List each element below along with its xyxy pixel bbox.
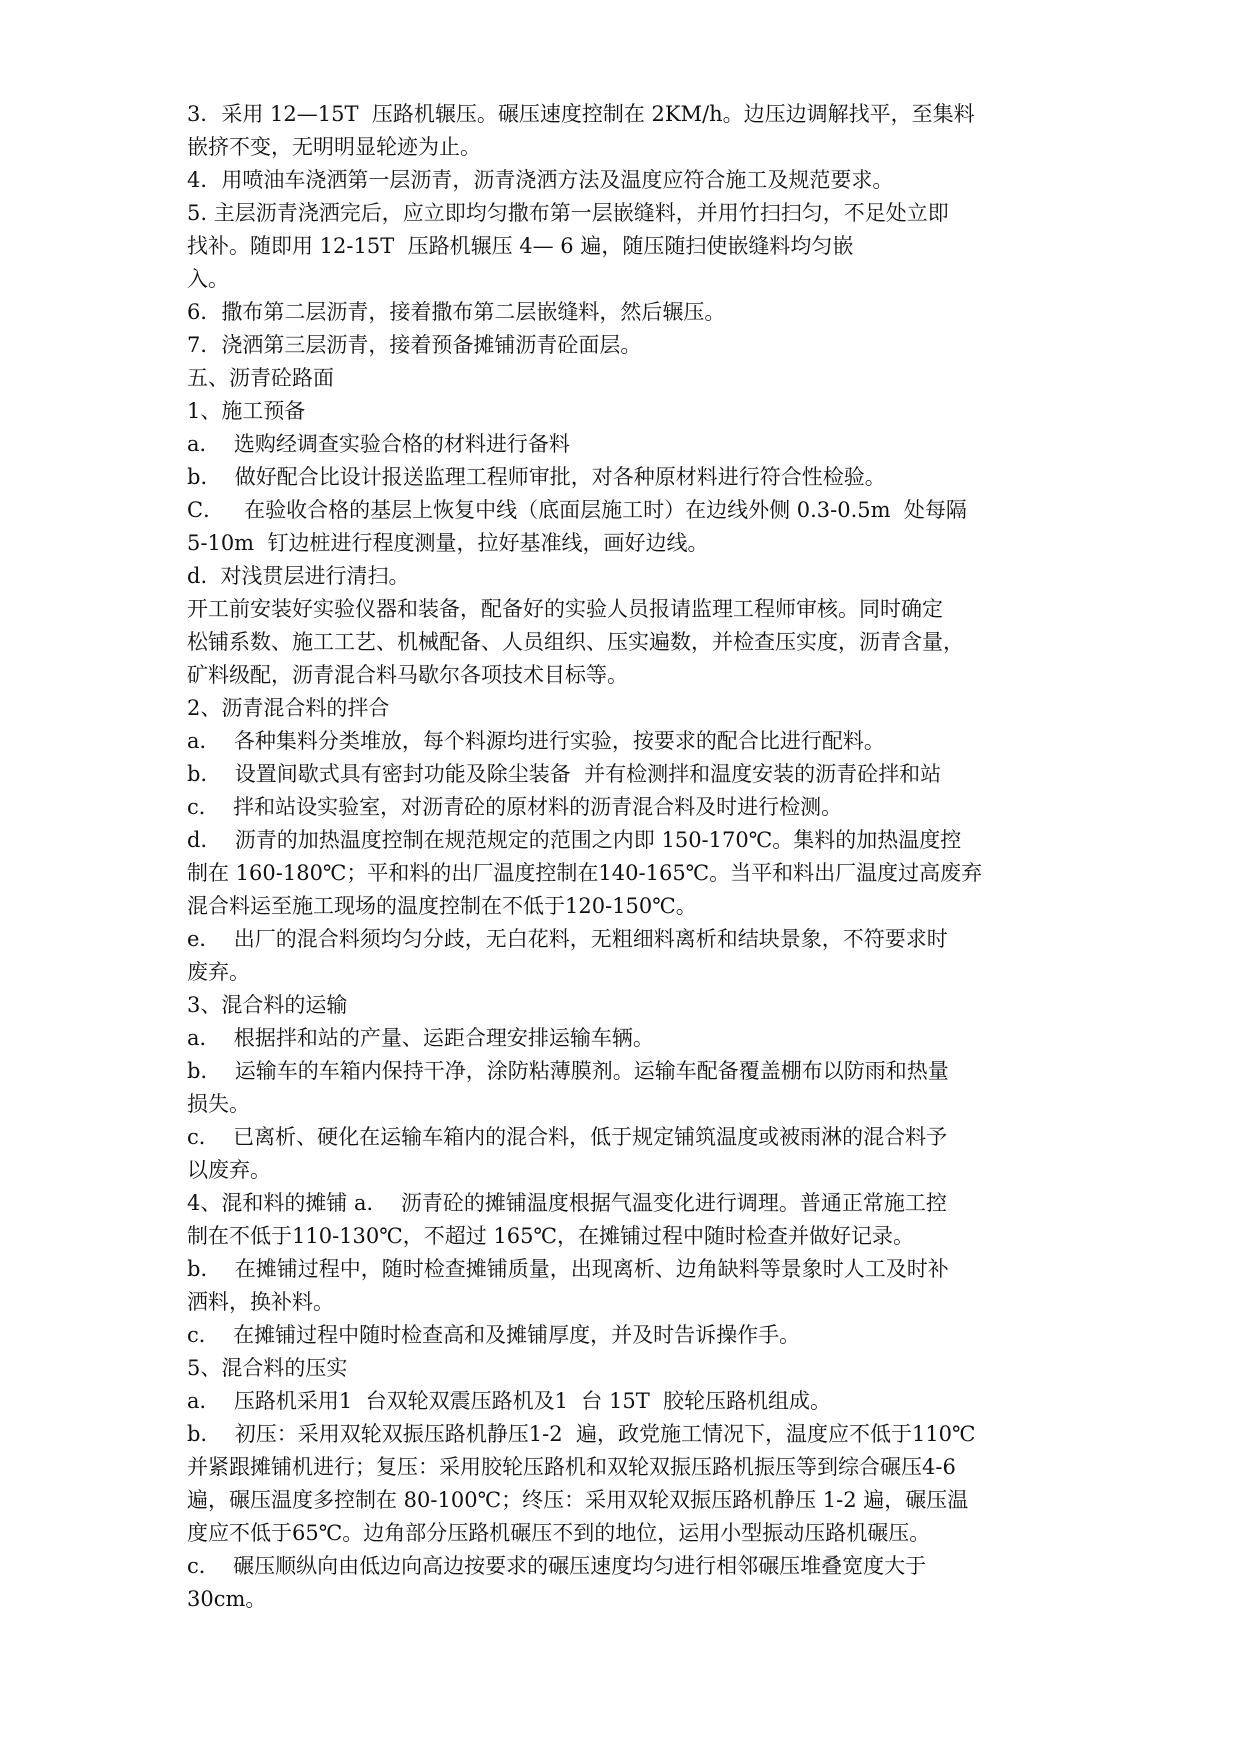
text-line: a． 根据拌和站的产量、运距合理安排运输车辆。 — [187, 1026, 654, 1050]
subsection-heading: 5、混合料的压实 — [187, 1356, 348, 1380]
text-line: c． 已离析、硬化在运输车箱内的混合料，低于规定铺筑温度或被雨淋的混合料予 — [187, 1125, 948, 1149]
text-line: 5. 主层沥青浇洒完后，应立即均匀撒布第一层嵌缝料，并用竹扫扫匀，不足处立即 — [187, 201, 949, 225]
text-line: b． 运输车的车箱内保持干净，涂防粘薄膜剂。运输车配备覆盖棚布以防雨和热量 — [187, 1059, 949, 1083]
text-line: 7．浇洒第三层沥青，接着预备摊铺沥青砼面层。 — [187, 333, 642, 357]
text-line: c． 在摊铺过程中随时检查高和及摊铺厚度，并及时告诉操作手。 — [187, 1323, 801, 1347]
text-line: 入。 — [187, 267, 229, 291]
text-line: 找补。随即用 12-15T 压路机辗压 4— 6 遍，随压随扫使嵌缝料均匀嵌 — [187, 234, 854, 258]
text-line: 并紧跟摊铺机进行；复压：采用胶轮压路机和双轮双振压路机振压等到综合碾压4-6 — [187, 1455, 956, 1479]
text-line: e． 出厂的混合料须均匀分歧，无白花料，无粗细料离析和结块景象，不符要求时 — [187, 927, 948, 951]
text-line: 4．用喷油车浇洒第一层沥青，沥青浇洒方法及温度应符合施工及规范要求。 — [187, 168, 894, 192]
text-line: b． 做好配合比设计报送监理工程师审批，对各种原材料进行符合性检验。 — [187, 465, 886, 489]
text-line: 开工前安装好实验仪器和装备，配备好的实验人员报请监理工程师审核。同时确定 — [187, 597, 943, 621]
text-line: b． 在摊铺过程中，随时检查摊铺质量，出现离析、边角缺料等景象时人工及时补 — [187, 1257, 949, 1281]
subsection-heading: 4、混和料的摊铺 a． 沥青砼的摊铺温度根据气温变化进行调理。普通正常施工控 — [187, 1191, 947, 1215]
text-line: a． 各种集料分类堆放，每个料源均进行实验，按要求的配合比进行配料。 — [187, 729, 885, 753]
text-line: a． 选购经调查实验合格的材料进行备料 — [187, 432, 570, 456]
text-line: 遍，碾压温度多控制在 80-100℃；终压：采用双轮双振压路机静压 1-2 遍，碾压温 — [187, 1488, 969, 1512]
text-line: 度应不低于65℃。边角部分压路机碾压不到的地位，运用小型振动压路机碾压。 — [187, 1521, 931, 1545]
text-line: 30cm。 — [187, 1587, 267, 1611]
text-line: 废弃。 — [187, 960, 250, 984]
text-line: a． 压路机采用1 台双轮双震压路机及1 台 15T 胶轮压路机组成。 — [187, 1389, 832, 1413]
text-line: c． 碾压顺纵向由低边向高边按要求的碾压速度均匀进行相邻碾压堆叠宽度大于 — [187, 1554, 927, 1578]
text-line: 洒料，换补料。 — [187, 1290, 334, 1314]
text-line: 松铺系数、施工工艺、机械配备、人员组织、压实遍数，并检查压实度，沥青含量， — [187, 630, 964, 654]
text-line: 制在 160-180℃；平和料的出厂温度控制在140-165℃。当平和料出厂温度过高废弃 — [187, 861, 983, 885]
subsection-heading: 3、混合料的运输 — [187, 993, 348, 1017]
section-heading: 五、沥青砼路面 — [187, 366, 334, 390]
text-line: b． 设置间歇式具有密封功能及除尘装备 并有检测拌和温度安装的沥青砼拌和站 — [187, 762, 942, 786]
text-line: 3．采用 12—15T 压路机辗压。碾压速度控制在 2KM/h。边压边调解找平，至集料 — [187, 102, 975, 126]
text-line: 以废弃。 — [187, 1158, 271, 1182]
text-line: C． 在验收合格的基层上恢复中线（底面层施工时）在边线外侧 0.3-0.5m 处每隔 — [187, 498, 967, 522]
text-line: d. 对浅贯层进行清扫。 — [187, 564, 410, 588]
text-line: 损失。 — [187, 1092, 250, 1116]
text-line: 嵌挤不变，无明明显轮迹为止。 — [187, 135, 481, 159]
text-line: d． 沥青的加热温度控制在规范规定的范围之内即 150-170℃。集料的加热温度控 — [187, 828, 962, 852]
text-line: b． 初压：采用双轮双振压路机静压1-2 遍，政党施工情况下，温度应不低于110℃ — [187, 1422, 976, 1446]
text-line: 6．撒布第二层沥青，接着撒布第二层嵌缝料，然后辗压。 — [187, 300, 726, 324]
text-line: 5-10m 钉边桩进行程度测量，拉好基准线，画好边线。 — [187, 531, 709, 555]
document-body — [187, 98, 1087, 1616]
text-line: c． 拌和站设实验室，对沥青砼的原材料的沥青混合料及时进行检测。 — [187, 795, 843, 819]
subsection-heading: 1、施工预备 — [187, 399, 306, 423]
text-line: 矿料级配，沥青混合料马歇尔各项技术目标等。 — [187, 663, 628, 687]
subsection-heading: 2、沥青混合料的拌合 — [187, 696, 390, 720]
text-line: 制在不低于110-130℃，不超过 165℃，在摊铺过程中随时检查并做好记录。 — [187, 1224, 914, 1248]
text-line: 混合料运至施工现场的温度控制在不低于120-150℃。 — [187, 894, 697, 918]
